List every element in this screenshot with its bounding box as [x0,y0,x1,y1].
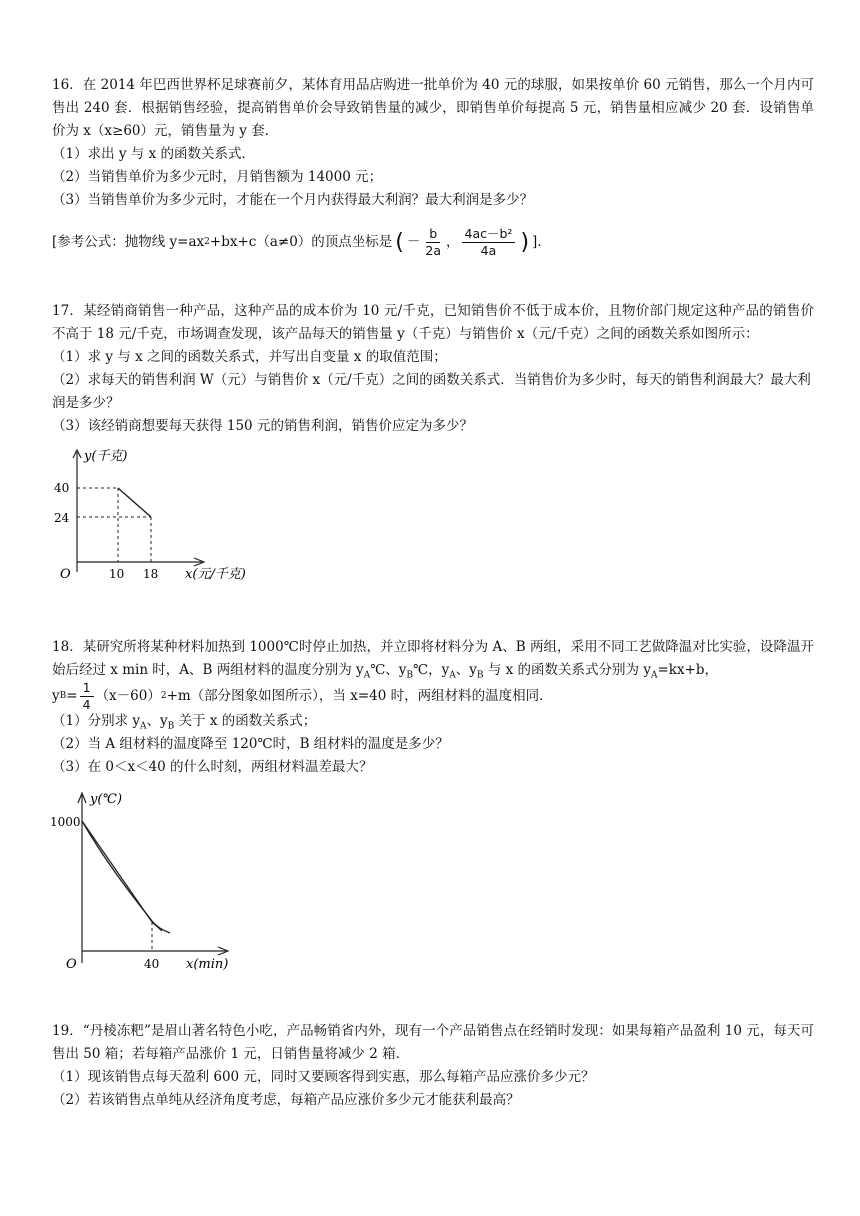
problem-18-question-3: （3）在 0＜x＜40 的什么时刻，两组材料温差最大？ [52,759,373,775]
text-part: +m（部分图象如图所示），当 x=40 时，两组材料的温度相同． [166,687,553,704]
problem-17-question-2: （2）求每天的销售利润 W（元）与销售价 x（元/千克）之间的函数关系式．当销售价为多少时，每天的销售利润最大？最大利润是多少？ [52,372,811,411]
open-paren: ( [395,229,404,255]
origin-label: O [60,567,71,582]
subscript-a: A [449,670,456,681]
subscript-b: B [167,721,175,732]
text-part: ℃、y [370,662,407,678]
fraction-denominator: 2a [425,242,442,258]
problem-19-question-1: （1）现该销售点每天盈利 600 元，同时又要顾客得到实惠，那么每箱产品应涨价多少元？ [52,1069,595,1085]
text-part: = [66,687,78,704]
close-paren: ) [520,229,530,255]
origin-label: O [66,957,77,972]
text-part: 与 x 的函数关系式分别为 y [483,662,651,678]
line-a [82,821,162,931]
subscript-a: A [650,670,658,681]
subscript-a: A [363,670,371,681]
comma: ， [446,233,460,250]
curve-b-tail [152,921,170,933]
subscript-b: B [476,670,484,681]
sales-volume-graph [50,444,280,588]
fraction-numerator: 1 [80,680,94,697]
reference-formula: [参考公式：抛物线 y=ax 2 +bx+c（a≠0）的顶点坐标是 ( － $\frac{b}{2a}$ ， $\frac{\text{4ac－b²}}{4a}$ ) ]． [52,225,551,258]
fraction-denominator: 4a [480,242,497,258]
problem-16-question-1: （1）求出 y 与 x 的函数关系式． [52,146,255,162]
x-tick-18: 18 [143,567,159,581]
problem-16-text: 16．在 2014 年巴西世界杯足球赛前夕，某体育用品店购进一批单价为 40 元的球服，如果按单价 60 元销售，那么一个月内可售出 240 套．根据销售经验，提高销售单价会导致销售量的减少，即销售单价每提高 5 元，销售量相应减少 20 套．设销售单价为 x（x≥60）元，销售量为 y 套． [52,77,814,139]
problem-18-yb-formula: y B = $\frac{1}{4}$ （x－60） 2 +m（部分图象如图所示），当 x=40 时，两组材料的温度相同． [52,679,553,712]
text-part: 关于 x 的函数关系式； [174,713,317,729]
x-axis-label: x(min) [186,957,229,972]
fraction-numerator: 4ac－b² [462,226,516,243]
one-quarter-fraction [80,680,94,713]
problem-19-question-2: （2）若该销售点单纯从经济角度考虑，每箱产品应涨价多少元才能获利最高？ [52,1092,520,1108]
text-part: （1）分别求 y [52,713,141,729]
y-axis-label: y(千克) [84,449,128,464]
x-tick-10: 10 [109,567,125,581]
temperature-graph [46,781,246,981]
problem-18 [52,636,814,981]
vertex-y-fraction [462,226,516,259]
text-part: （x－60） [95,687,161,704]
y-tick-24: 24 [54,511,70,525]
text-part: =kx+b， [657,662,719,678]
problem-16-question-3: （3）当销售单价为多少元时，才能在一个月内获得最大利润？最大利润是多少？ [52,192,534,208]
problem-17-question-1: （1）求 y 与 x 之间的函数关系式，并写出自变量 x 的取值范围； [52,349,447,365]
text-part: 18．某研究所将某种材料加热到 1000℃时停止加热，并立即将材料分为 A、B 两组，采用不同工艺做降温对比实验，设降温开始后经过 x min 时，A、B 两组材料的温度分别为 y [52,639,814,678]
y-axis-label: y(℃) [90,792,123,807]
problem-17 [52,300,814,588]
problem-17-question-3: （3）该经销商想要每天获得 150 元的销售利润，销售价应定为多少？ [52,418,473,434]
problem-16-question-2: （2）当销售单价为多少元时，月销售额为 14000 元； [52,169,383,185]
minus-sign: － [406,233,421,250]
formula-suffix: ]． [532,233,551,250]
text-part: 、y [455,662,477,678]
text-part: ℃，y [413,662,450,678]
problem-18-text [52,636,814,682]
text-part: 、y [146,713,168,729]
problem-19-text: 19．“丹棱冻粑”是眉山著名特色小吃，产品畅销省内外，现有一个产品销售点在经销时发现：如果每箱产品盈利 10 元，每天可售出 50 箱；若每箱产品涨价 1 元，日销售量将减少 2 箱． [52,1023,814,1062]
y-tick-1000: 1000 [50,815,81,829]
subscript-b: B [406,670,414,681]
formula-mid: +bx+c（a≠0）的顶点坐标是 [209,233,393,250]
problem-18-question-2: （2）当 A 组材料的温度降至 120℃时，B 组材料的温度是多少？ [52,736,449,752]
problem-18-question-1 [52,710,814,733]
y-tick-40: 40 [54,481,70,495]
fraction-numerator: b [426,226,440,243]
formula-prefix: [参考公式：抛物线 y=ax [52,233,205,250]
subscript-a: A [140,721,147,732]
fraction-denominator: 4 [82,696,91,712]
graph-segment [118,488,151,517]
problem-19 [52,1020,814,1112]
problem-17-text: 17．某经销商销售一种产品，这种产品的成本价为 10 元/千克，已知销售价不低于成本价，且物价部门规定这种产品的销售价不高于 18 元/千克，市场调查发现，该产品每天的销售量 y（千克）与销售价 x（元/千克）之间的函数关系如图所示： [52,303,814,342]
text-part: y [52,687,60,704]
x-tick-40: 40 [144,957,160,971]
vertex-x-fraction [422,226,444,259]
problem-16 [52,74,814,262]
x-axis-label: x(元/千克) [185,567,246,582]
